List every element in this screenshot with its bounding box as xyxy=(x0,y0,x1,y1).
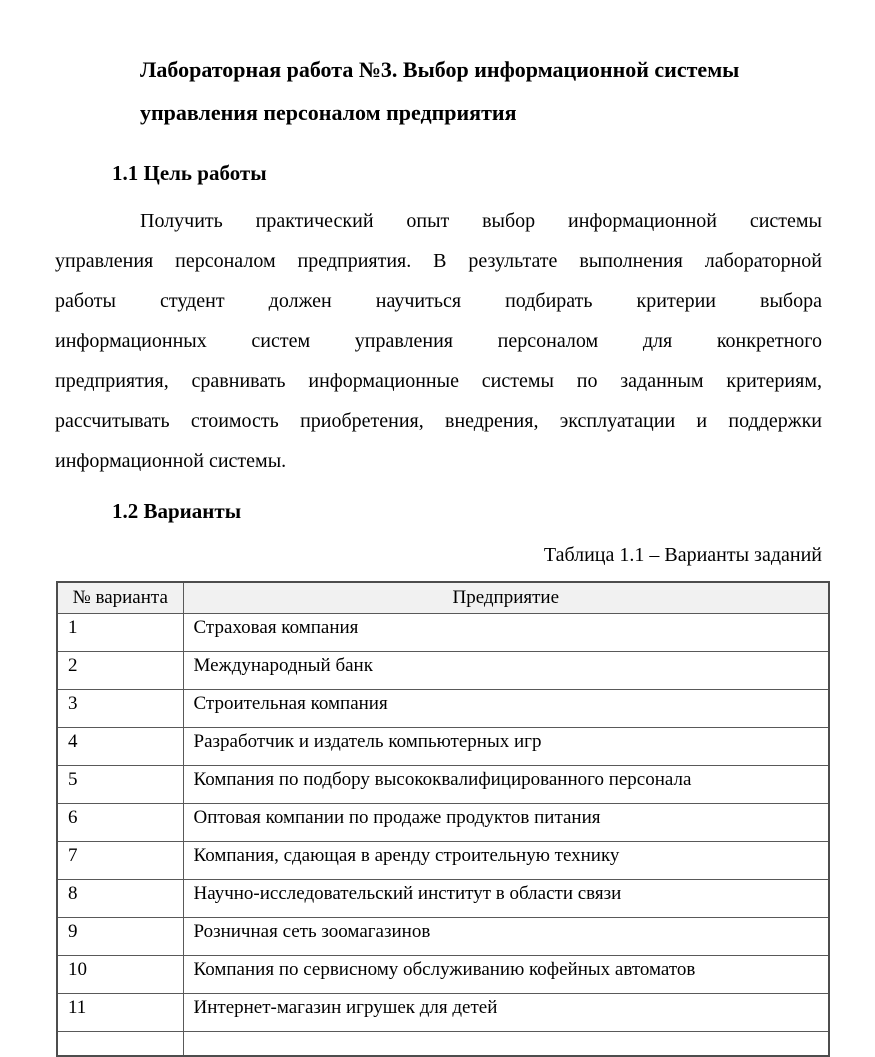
enterprise-cell: Научно-исследовательский институт в области связи xyxy=(183,880,829,918)
variants-table-body xyxy=(57,614,829,1057)
table-row xyxy=(57,614,829,652)
table-row-partial xyxy=(57,1032,829,1057)
table-caption: Таблица 1.1 – Варианты заданий xyxy=(543,544,822,566)
table-row xyxy=(57,880,829,918)
variant-number-cell: 6 xyxy=(57,804,183,842)
paragraph-line: предприятия, сравнивать информационные системы по заданным критериям, xyxy=(55,370,822,392)
paragraph-line: работы студент должен научиться подбирать критерии выбора xyxy=(55,290,822,312)
variants-table-header xyxy=(57,582,829,614)
variant-number-cell: 3 xyxy=(57,690,183,728)
variant-number-cell: 1 xyxy=(57,614,183,652)
paragraph-line: Получить практический опыт выбор информационной системы xyxy=(140,210,822,232)
variant-number-cell: 9 xyxy=(57,918,183,956)
enterprise-cell: Компания по подбору высококвалифицированного персонала xyxy=(183,766,829,804)
table-row xyxy=(57,842,829,880)
enterprise-cell: Разработчик и издатель компьютерных игр xyxy=(183,728,829,766)
table-row xyxy=(57,652,829,690)
section-heading-variants: 1.2 Варианты xyxy=(112,499,242,523)
variants-table xyxy=(56,581,830,1057)
variant-number-cell: 10 xyxy=(57,956,183,994)
enterprise-cell: Розничная сеть зоомагазинов xyxy=(183,918,829,956)
table-row xyxy=(57,994,829,1032)
variant-number-cell: 4 xyxy=(57,728,183,766)
enterprise-cell: Международный банк xyxy=(183,652,829,690)
section-heading-goal: 1.1 Цель работы xyxy=(112,161,267,185)
variant-number-cell: 2 xyxy=(57,652,183,690)
enterprise-cell: Строительная компания xyxy=(183,690,829,728)
document-title-line-2: управления персоналом предприятия xyxy=(140,100,517,125)
goal-paragraph xyxy=(55,201,822,481)
table-row xyxy=(57,728,829,766)
variant-number-cell: 11 xyxy=(57,994,183,1032)
table-row xyxy=(57,918,829,956)
column-header-variant-number: № варианта xyxy=(57,582,183,614)
variant-number-cell xyxy=(57,1032,183,1057)
enterprise-cell: Страховая компания xyxy=(183,614,829,652)
document-page xyxy=(0,48,875,1048)
enterprise-cell: Компания, сдающая в аренду строительную технику xyxy=(183,842,829,880)
paragraph-line: управления персоналом предприятия. В результате выполнения лабораторной xyxy=(55,250,822,272)
table-row xyxy=(57,804,829,842)
table-row xyxy=(57,690,829,728)
table-row xyxy=(57,956,829,994)
enterprise-cell: Интернет-магазин игрушек для детей xyxy=(183,994,829,1032)
paragraph-line: информационной системы. xyxy=(55,450,287,472)
table-header-row xyxy=(57,582,829,614)
variant-number-cell: 8 xyxy=(57,880,183,918)
document-title-line-1: Лабораторная работа №3. Выбор информационной системы xyxy=(140,57,740,82)
paragraph-line: рассчитывать стоимость приобретения, внедрения, эксплуатации и поддержки xyxy=(55,410,822,432)
enterprise-cell xyxy=(183,1032,829,1057)
paragraph-line: информационных систем управления персоналом для конкретного xyxy=(55,330,822,352)
variant-number-cell: 7 xyxy=(57,842,183,880)
document-title xyxy=(140,48,822,134)
column-header-enterprise: Предприятие xyxy=(183,582,829,614)
enterprise-cell: Компания по сервисному обслуживанию кофейных автоматов xyxy=(183,956,829,994)
table-row xyxy=(57,766,829,804)
variant-number-cell: 5 xyxy=(57,766,183,804)
enterprise-cell: Оптовая компании по продаже продуктов питания xyxy=(183,804,829,842)
